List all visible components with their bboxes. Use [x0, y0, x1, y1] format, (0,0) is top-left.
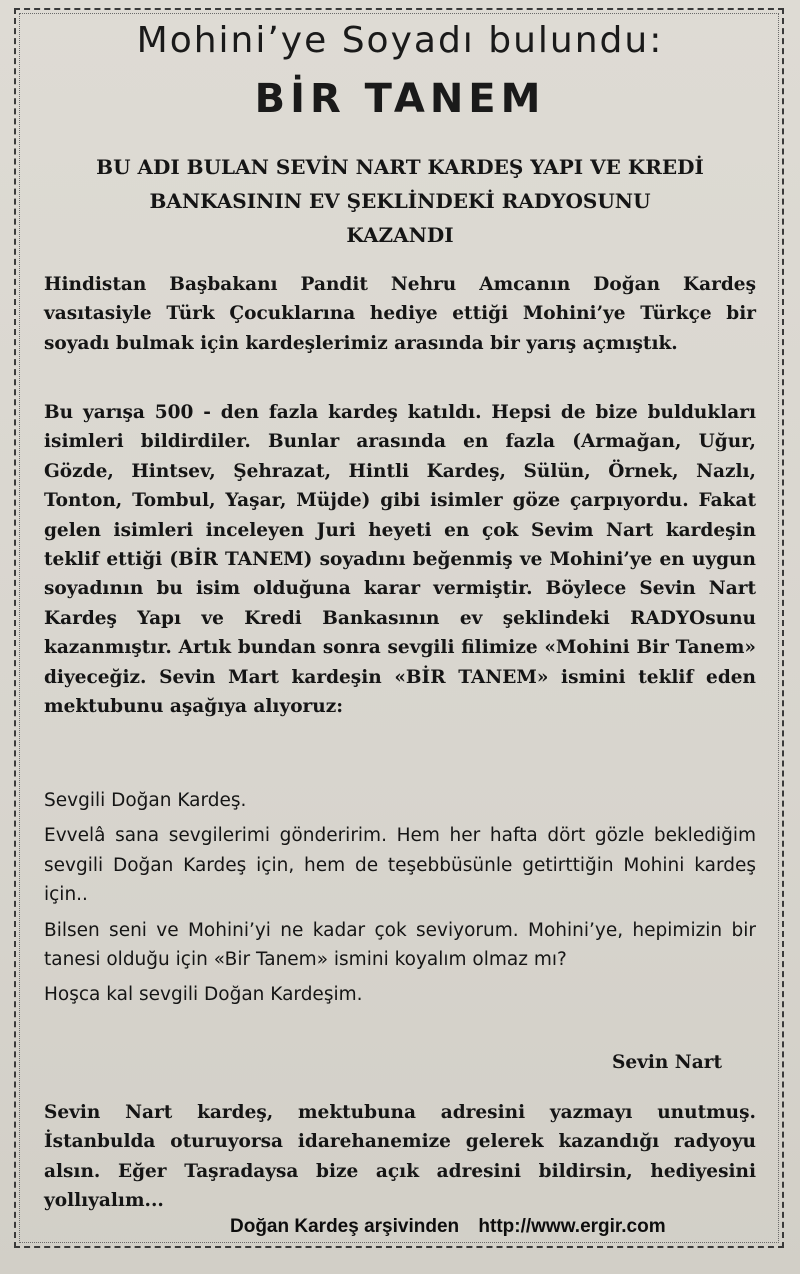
closing-note	[44, 1098, 756, 1216]
letter-paragraph: Bilsen seni ve Mohini’yi ne kadar çok seviyorum. Mohini’ye, hepimizin bir tanesi olduğu için «Bir Tanem» ismini koyalım olmaz mı?	[44, 919, 756, 971]
archive-url[interactable]: http://www.ergir.com	[478, 1216, 666, 1237]
letter-greeting: Sevgili Doğan Kardeş.	[44, 790, 247, 811]
subheading	[40, 150, 760, 252]
reader-letter	[44, 786, 756, 1016]
subheading-line: BU ADI BULAN SEVİN NART KARDEŞ YAPI VE KREDİ	[96, 155, 704, 179]
article-results	[44, 398, 756, 721]
results-paragraph: Bu yarışa 500 - den fazla kardeş katıldı. Hepsi de bize buldukları isimleri bildirdiler. Bunlar arasında en fazla (Armağan, Uğur, Gözde, Hintsev, Şehrazat, Hintli Kardeş, Sülün, Örnek, Nazlı, Tonton, Tombul, Yaşar, Müjde) gibi isimler göze çarpıyordu. Fakat gelen isimleri inceleyen Juri heyeti en çok Sevim Nart kardeşin teklif ettiği (BİR TANEM) soyadını beğenmiş ve Mohini’ye en uygun soyadının bu isim olduğuna karar vermiştir. Böylece Sevin Nart Kardeş Yapı ve Kredi Bankasının ev şeklindeki RADYOsunu kazanmıştır. Artık bundan sonra sevgili filimize «Mohini Bir Tanem» diyeceğiz. Sevin Mart kardeşin «BİR TANEM» ismini teklif eden mektubunu aşağıya alıyoruz:	[44, 402, 756, 718]
headline-line1: Mohini’ye Soyadı bulundu:	[136, 20, 664, 61]
intro-paragraph: Hindistan Başbakanı Pandit Nehru Amcanın Doğan Kardeş vasıtasiyle Türk Çocuklarına hediye ettiği Mohini’ye Türkçe bir soyadı bulmak için kardeşlerimiz arasında bir yarış açmıştık.	[44, 274, 756, 354]
letter-signature: Sevin Nart	[612, 1052, 722, 1073]
closing-paragraph: Sevin Nart kardeş, mektubuna adresini yazmayı unutmuş. İstanbulda oturuyorsa idarehanemize gelerek kazandığı radyoyu alsın. Eğer Taşradaysa bize açık adresini bildirsin, hediyesini yollıyalım...	[44, 1102, 756, 1212]
letter-farewell: Hoşca kal sevgili Doğan Kardeşim.	[44, 984, 363, 1006]
letter-paragraph: Evvelâ sana sevgilerimi gönderirim. Hem her hafta dört gözle beklediğim sevgili Doğan Kardeş için, hem de teşebbüsünle getirttiğin Mohini kardeş için..	[44, 825, 756, 906]
subheading-line: KAZANDI	[346, 223, 454, 247]
article-intro	[44, 270, 756, 358]
headline-line2: BİR TANEM	[254, 76, 546, 122]
archive-credit: Doğan Kardeş arşivinden	[230, 1216, 460, 1237]
archive-footer	[230, 1216, 666, 1238]
subheading-line: BANKASININ EV ŞEKLİNDEKİ RADYOSUNU	[149, 189, 651, 213]
